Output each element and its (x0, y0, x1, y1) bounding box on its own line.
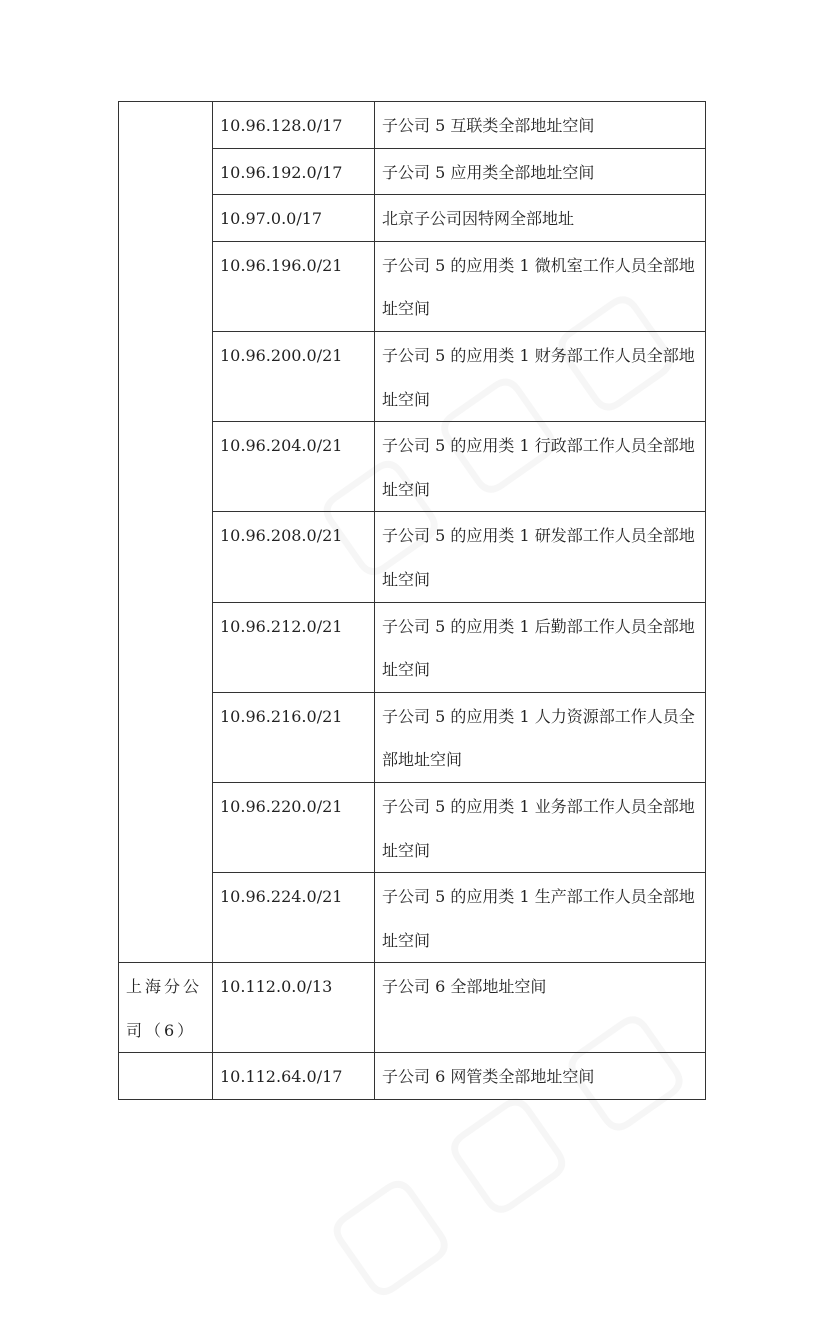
cidr-cell: 10.96.208.0/21 (213, 512, 375, 602)
cidr-cell: 10.112.64.0/17 (213, 1053, 375, 1100)
description-cell: 子公司 5 的应用类 1 人力资源部工作人员全部地址空间 (375, 692, 706, 782)
table-row (119, 102, 706, 149)
description-cell: 子公司 5 的应用类 1 生产部工作人员全部地址空间 (375, 873, 706, 963)
description-cell: 子公司 5 应用类全部地址空间 (375, 148, 706, 195)
region-cell: 上海分公司（6） (119, 963, 213, 1053)
cidr-cell: 10.96.196.0/21 (213, 241, 375, 331)
description-cell: 北京子公司因特网全部地址 (375, 195, 706, 242)
region-cell (119, 102, 213, 963)
cidr-cell: 10.96.212.0/21 (213, 602, 375, 692)
description-cell: 子公司 5 的应用类 1 业务部工作人员全部地址空间 (375, 782, 706, 872)
ip-address-table (118, 101, 706, 1100)
cidr-cell: 10.96.204.0/21 (213, 422, 375, 512)
cidr-cell: 10.112.0.0/13 (213, 963, 375, 1053)
region-cell (119, 1053, 213, 1100)
table-row (119, 1053, 706, 1100)
description-cell: 子公司 5 互联类全部地址空间 (375, 102, 706, 149)
table-row (119, 963, 706, 1053)
description-cell: 子公司 5 的应用类 1 行政部工作人员全部地址空间 (375, 422, 706, 512)
cidr-cell: 10.96.216.0/21 (213, 692, 375, 782)
description-cell: 子公司 5 的应用类 1 微机室工作人员全部地址空间 (375, 241, 706, 331)
description-cell: 子公司 6 全部地址空间 (375, 963, 706, 1053)
cidr-cell: 10.96.200.0/21 (213, 331, 375, 421)
cidr-cell: 10.96.224.0/21 (213, 873, 375, 963)
cidr-cell: 10.96.128.0/17 (213, 102, 375, 149)
description-cell: 子公司 5 的应用类 1 研发部工作人员全部地址空间 (375, 512, 706, 602)
cidr-cell: 10.97.0.0/17 (213, 195, 375, 242)
cidr-cell: 10.96.220.0/21 (213, 782, 375, 872)
description-cell: 子公司 6 网管类全部地址空间 (375, 1053, 706, 1100)
description-cell: 子公司 5 的应用类 1 财务部工作人员全部地址空间 (375, 331, 706, 421)
description-cell: 子公司 5 的应用类 1 后勤部工作人员全部地址空间 (375, 602, 706, 692)
cidr-cell: 10.96.192.0/17 (213, 148, 375, 195)
